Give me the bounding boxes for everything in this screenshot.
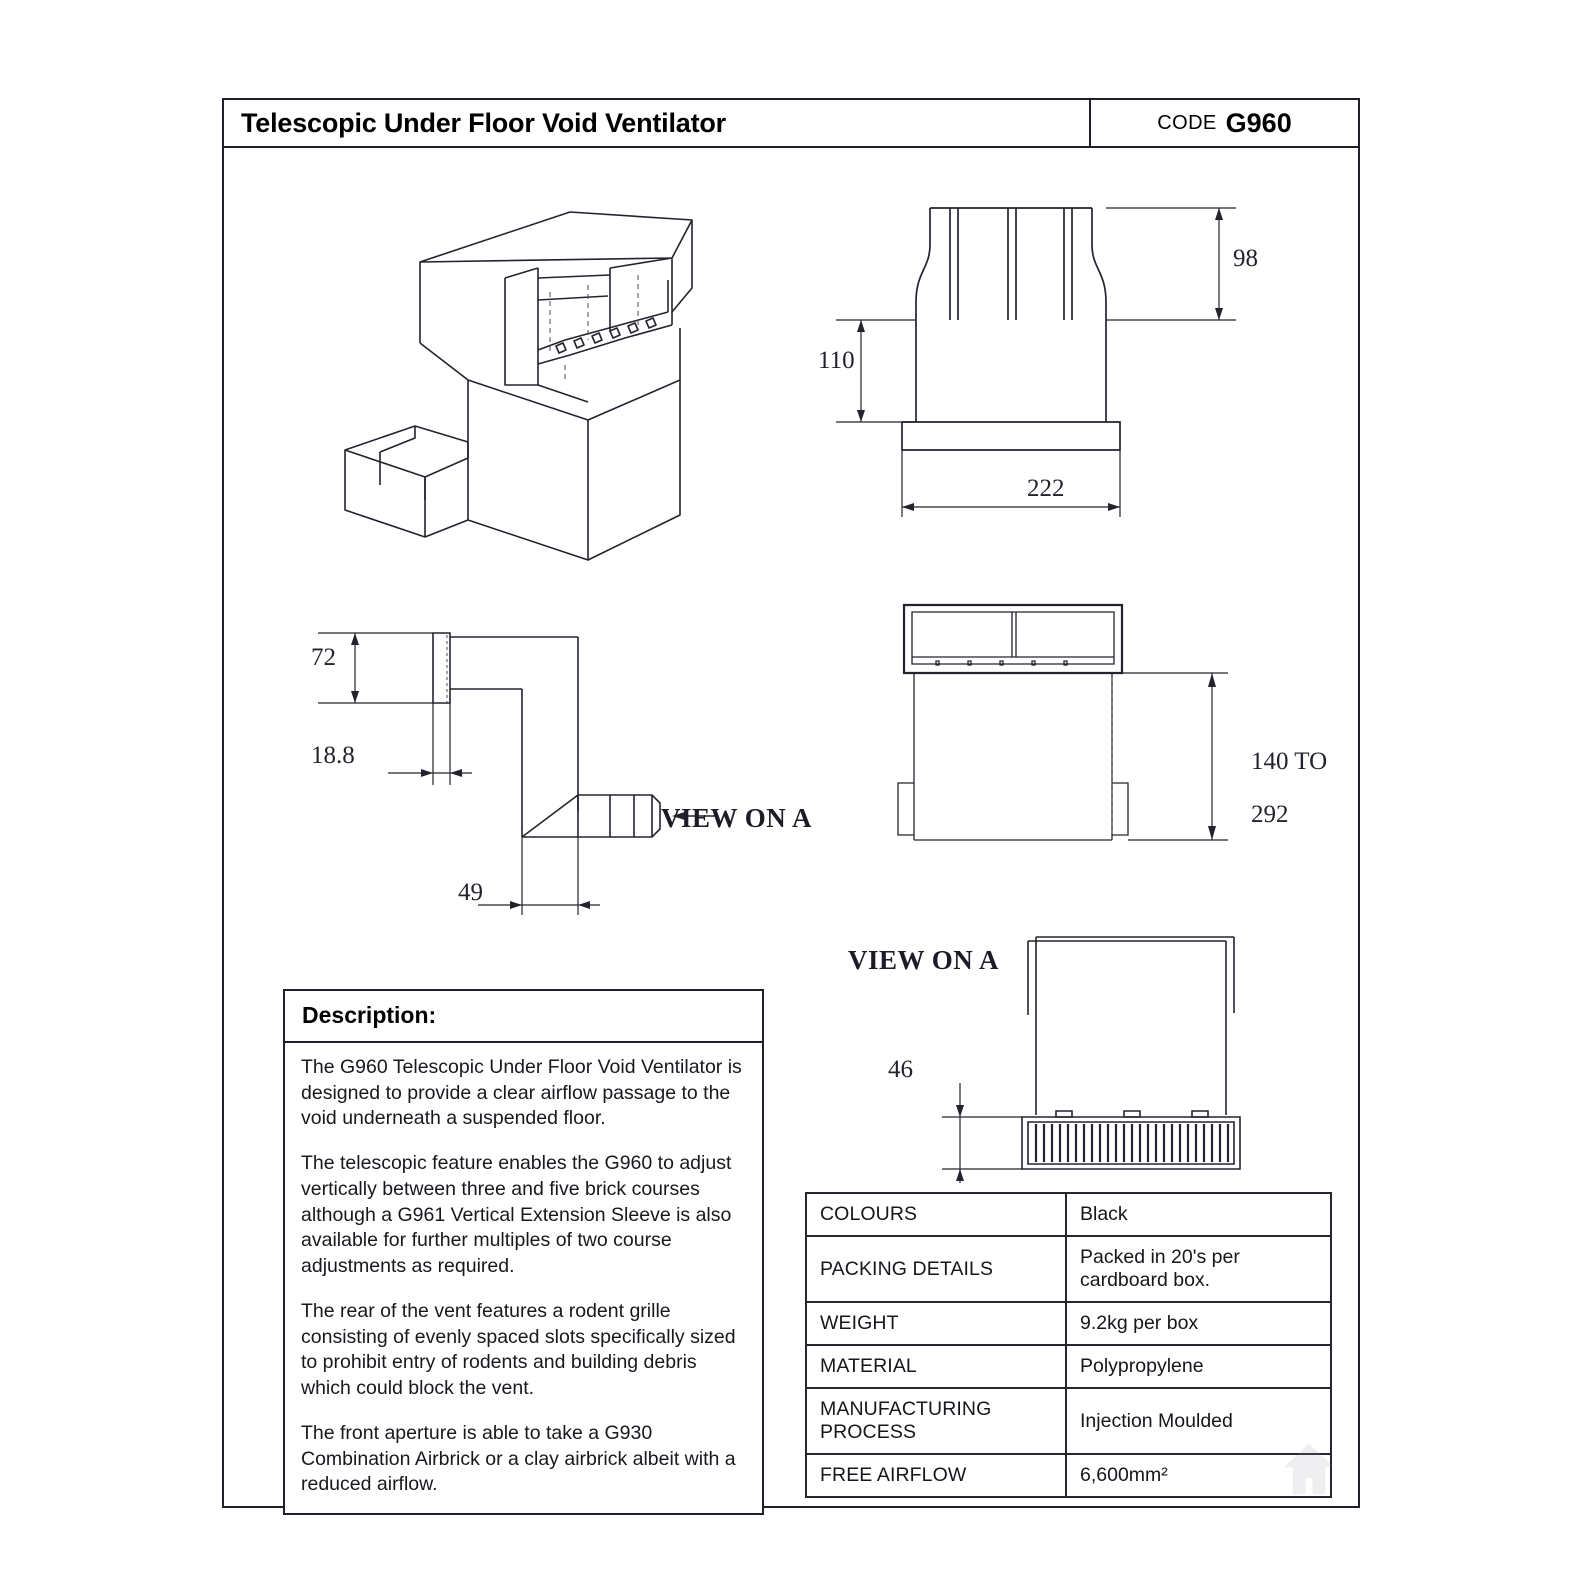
spec-value: 9.2kg per box — [1066, 1302, 1331, 1345]
description-paragraph: The telescopic feature enables the G960 to adjust vertically between three and five brick courses although a G961 Vertical Extension Sleeve is also available for further multiples of two course adjustments as required. — [301, 1152, 732, 1278]
dim-72: 72 — [311, 644, 336, 671]
house-watermark-icon — [1282, 1440, 1336, 1498]
title-block — [222, 98, 1360, 148]
dim-110: 110 — [818, 347, 855, 374]
table-row — [806, 1302, 1331, 1345]
dim-46: 46 — [888, 1056, 913, 1083]
spec-value: Packed in 20's per cardboard box. — [1066, 1236, 1331, 1302]
isometric-view — [320, 180, 720, 560]
spec-value: Injection Moulded — [1066, 1388, 1331, 1454]
spec-value: Black — [1066, 1193, 1331, 1236]
description-heading: Description: — [285, 991, 762, 1043]
table-row — [806, 1193, 1331, 1236]
dim-140-to-292 — [1226, 722, 1327, 855]
dim-98: 98 — [1233, 245, 1258, 272]
description-paragraph: The G960 Telescopic Under Floor Void Ventilator is designed to provide a clear airflow passage to the void underneath a suspended floor. — [301, 1056, 742, 1130]
dim-49: 49 — [458, 879, 483, 906]
spec-value: 6,600mm² — [1066, 1454, 1331, 1497]
view-on-a-callout-left: VIEW ON A — [661, 803, 813, 833]
code-label: CODE — [1157, 111, 1217, 134]
specification-table — [805, 1192, 1332, 1498]
side-section-view — [300, 615, 720, 925]
code-cell — [1091, 100, 1358, 146]
table-row — [806, 1454, 1331, 1497]
spec-key: COLOURS — [806, 1193, 1066, 1236]
table-row — [806, 1236, 1331, 1302]
description-paragraph: The front aperture is able to take a G930 Combination Airbrick or a clay airbrick albeit with a reduced airflow. — [301, 1421, 736, 1496]
dim-140-to-292-line2: 292 — [1251, 800, 1289, 828]
page-title: Telescopic Under Floor Void Ventilator — [241, 107, 726, 138]
dim-18-8: 18.8 — [311, 742, 355, 769]
description-box — [283, 989, 764, 1515]
spec-key: FREE AIRFLOW — [806, 1454, 1066, 1497]
table-row — [806, 1345, 1331, 1388]
view-on-a-label: VIEW ON A — [848, 945, 1000, 975]
spec-key: MATERIAL — [806, 1345, 1066, 1388]
title-cell — [224, 100, 1091, 146]
spec-key: WEIGHT — [806, 1302, 1066, 1345]
dim-222: 222 — [1027, 475, 1065, 502]
description-body — [285, 1043, 762, 1513]
spec-key: PACKING DETAILS — [806, 1236, 1066, 1302]
code-value: G960 — [1225, 107, 1292, 138]
dim-140-to-292-line1: 140 TO — [1251, 747, 1328, 775]
table-row — [806, 1388, 1331, 1454]
description-paragraph: The rear of the vent features a rodent grille consisting of evenly spaced slots specifically sized to prohibit entry of rodents and building debris which could block the vent. — [301, 1299, 736, 1400]
spec-key: MANUFACTURING PROCESS — [806, 1388, 1066, 1454]
spec-value: Polypropylene — [1066, 1345, 1331, 1388]
